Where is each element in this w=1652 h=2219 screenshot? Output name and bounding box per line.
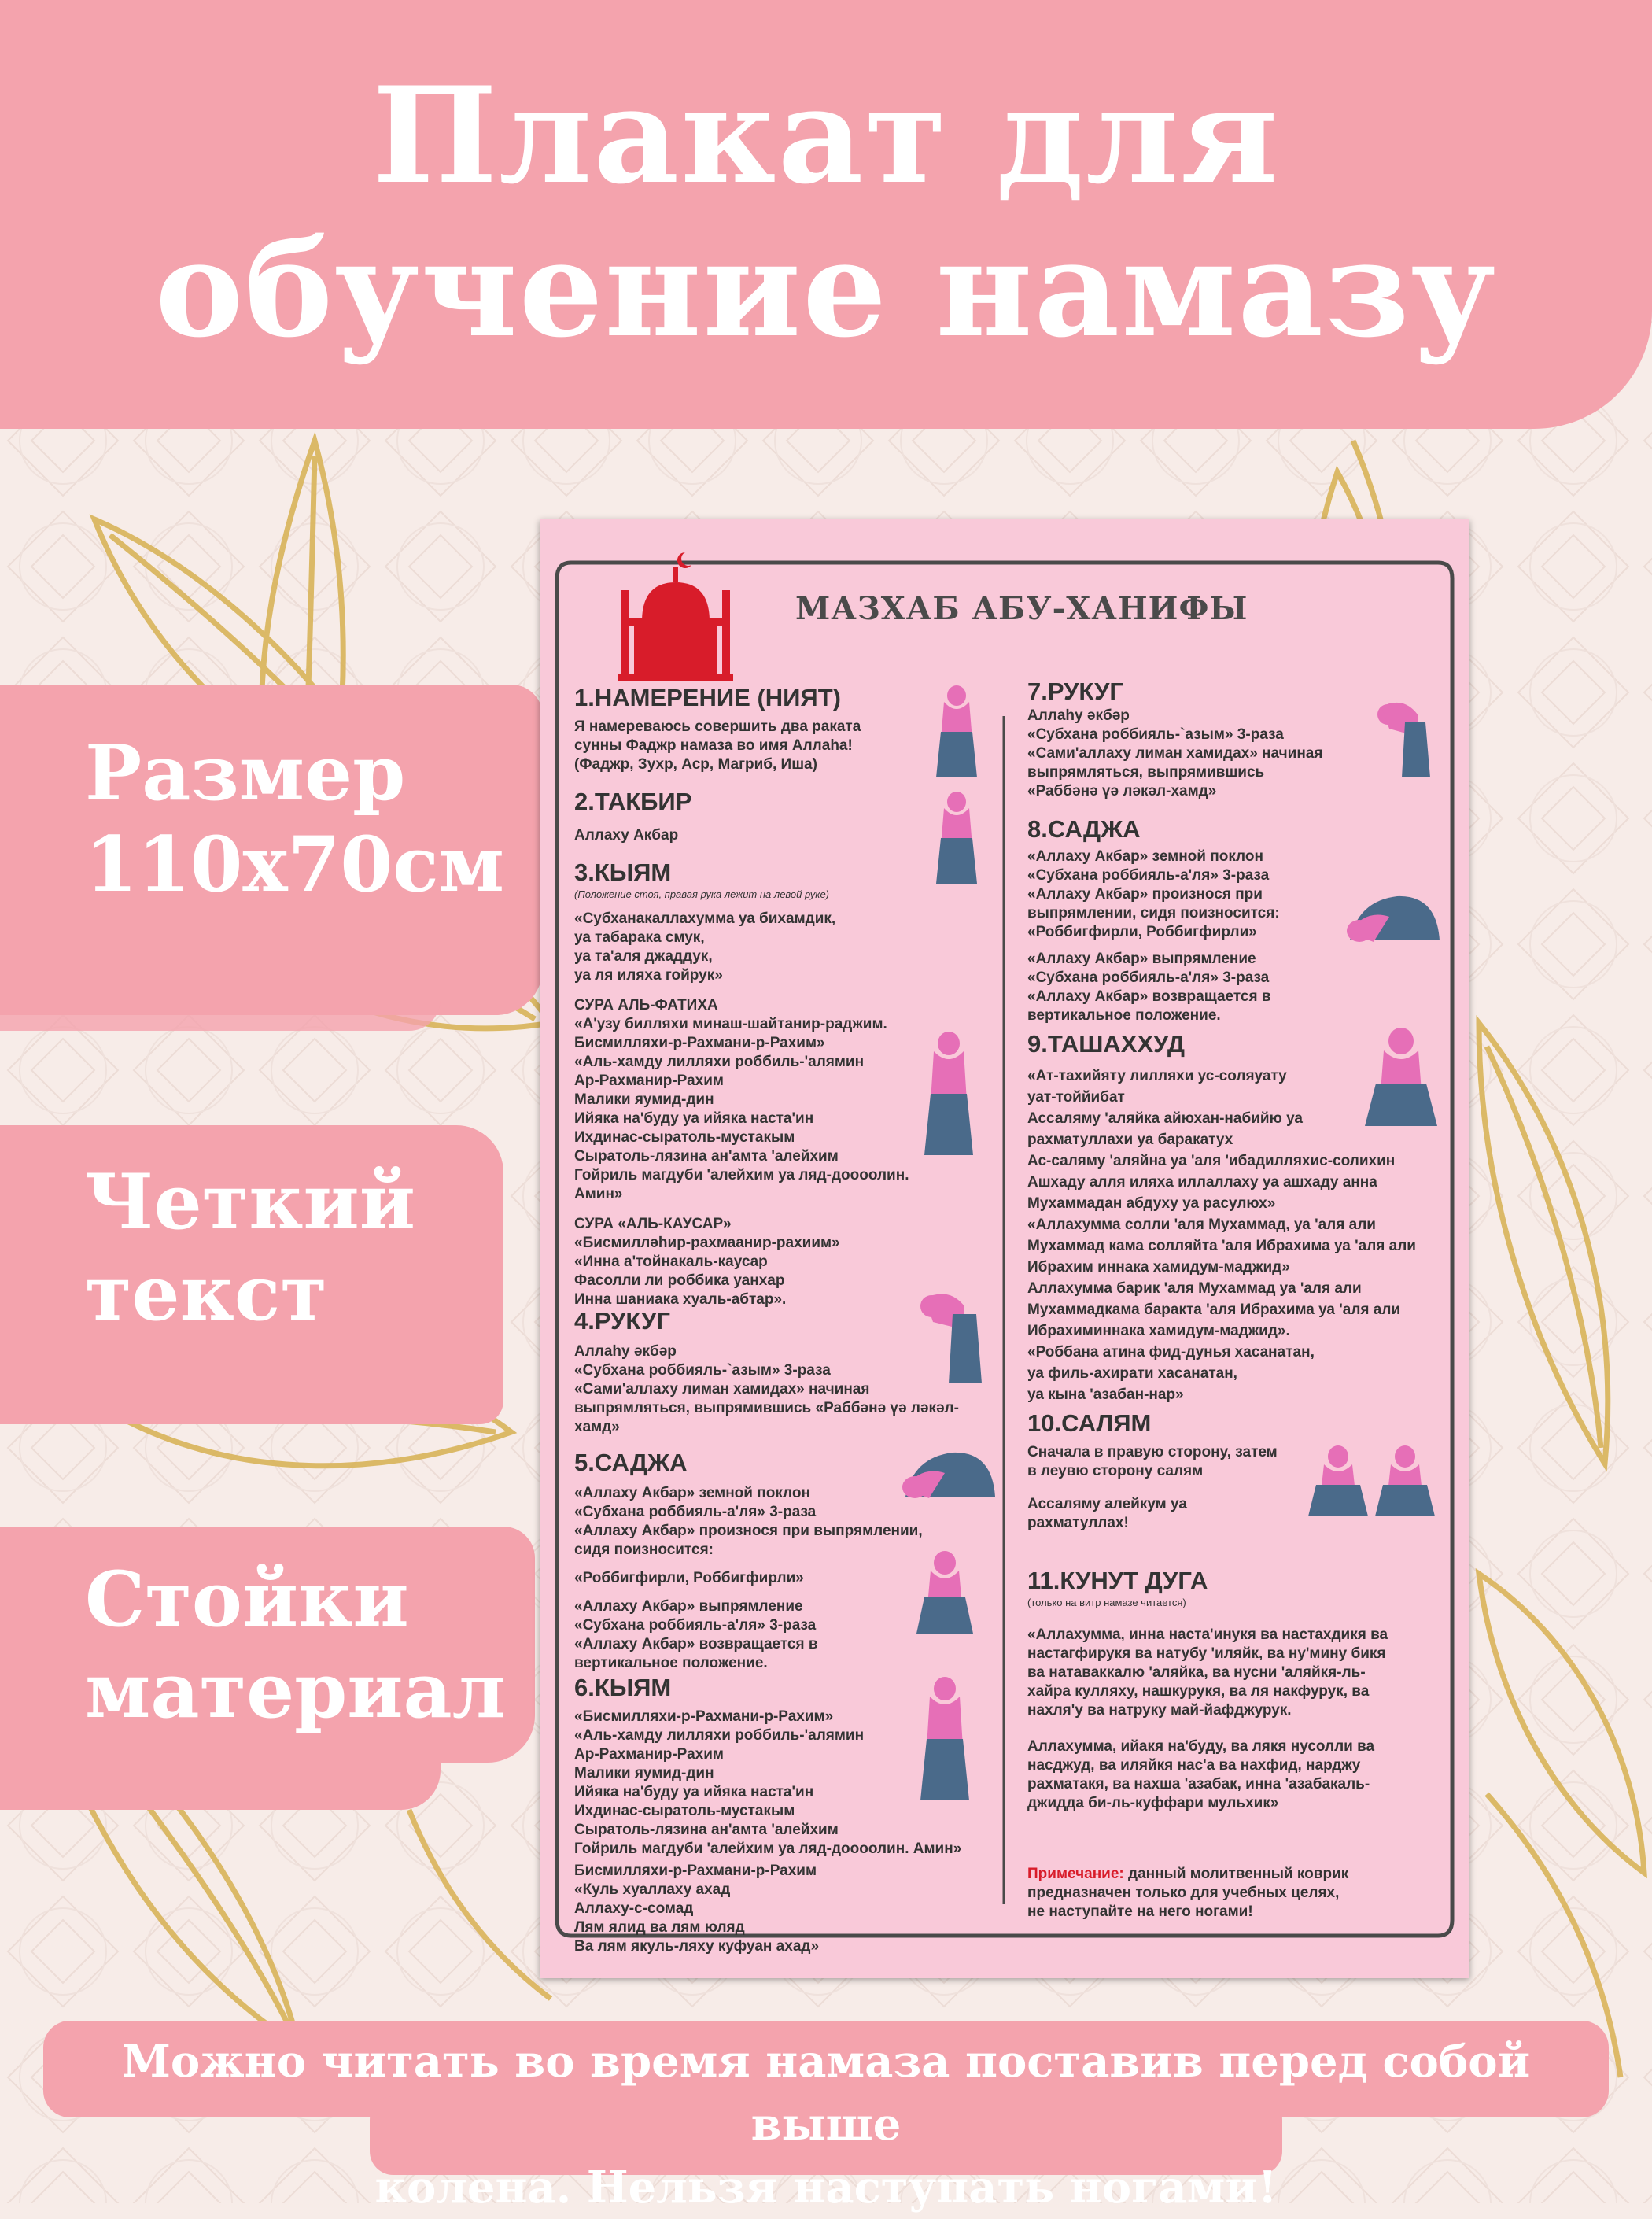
section-line: Ихдинас-сыратоль-мустакым (574, 1803, 795, 1819)
section-heading: 4.РУКУГ (574, 1307, 670, 1335)
section-line: уа кына 'азабан-нар» (1027, 1386, 1184, 1403)
page-title (0, 59, 1652, 366)
section-line: «Роббигфирли, Роббигфирли» (574, 1570, 804, 1586)
section-line: «Бисмилләһир-рахмаанир-рахиим» (574, 1235, 840, 1251)
section-line: нахля'у ва натруку май-йафджурук. (1027, 1702, 1292, 1719)
praying-figure-salam-right (1307, 1444, 1370, 1519)
section-line: Бисмилляхи-р-Рахмани-р-Рахим» (574, 1035, 825, 1051)
section-line: Сначала в правую сторону, затем (1027, 1444, 1278, 1460)
section-line: Амин» (574, 1186, 623, 1202)
section-heading: 11.КУНУТ ДУГА (1027, 1567, 1208, 1594)
section-line: Аллаһу әкбәр (1027, 707, 1130, 724)
section-line: Инна шаниака хуаль-абтар». (574, 1291, 787, 1308)
praying-figure-salam-left (1374, 1444, 1436, 1519)
feature-size (85, 728, 504, 910)
section-line: Сыратоль-лязина ан'амта 'алейхим (574, 1822, 839, 1838)
section-line: «Бисмилляхи-р-Рахмани-р-Рахим» (574, 1708, 834, 1725)
section-line: Ассаляму 'аляйка айюхан-набийю уа (1027, 1110, 1303, 1127)
section-line: хайра кулляху, нашкурукя, ва ля накфурук, ва (1027, 1683, 1370, 1700)
section-line: Малики яумид-дин (574, 1091, 714, 1108)
section-heading: 8.САДЖА (1027, 815, 1141, 843)
section-line: «Субхана роббияль-а'ля» 3-раза (574, 1617, 817, 1634)
section-line: «Аллаху Акбар» произнося при выпрямлении, (574, 1523, 923, 1539)
section-line: «Аллаху Акбар» возвращается в (574, 1636, 818, 1652)
section-line: «Субхана роббияль-а'ля» 3-раза (1027, 969, 1270, 986)
section-line: «Субхана роббияль-`азым» 3-раза (1027, 726, 1284, 743)
section-line: (Фаджр, Зухр, Аср, Магриб, Иша) (574, 756, 817, 773)
poster-note (1027, 1865, 1452, 1922)
section-line: СУРА АЛЬ-ФАТИХА (574, 997, 718, 1014)
section-line: Ийяка на'буду уа ийяка наста'ин (574, 1784, 814, 1800)
section-line: сидя поизносится: (574, 1541, 714, 1558)
title-line-1: Плакат для (372, 57, 1280, 213)
section-line: «А'узу билляхи минаш-шайтанир-раджим. (574, 1016, 887, 1032)
section-line: уа филь-ахирати хасанатан, (1027, 1365, 1237, 1382)
feature-material (85, 1554, 505, 1737)
section-heading: 3.КЫЯМ (574, 858, 672, 886)
section-line: уа табарака смук, (574, 929, 705, 946)
section-heading: 10.САЛЯМ (1027, 1409, 1152, 1437)
section-line: выпрямляться, выпрямившись «Раббәнә үә ләкәл- (574, 1400, 959, 1416)
section-line: рахматакя, ва нахша 'азабак, инна 'азабакаль- (1027, 1776, 1370, 1793)
section-line: сунны Фаджр намаза во имя Аллаhа! (574, 737, 853, 754)
section-line: «Аллаху Акбар» земной поклон (574, 1485, 810, 1501)
section-line: хамд» (574, 1419, 620, 1435)
section-line: Ар-Рахманир-Рахим (574, 1073, 724, 1089)
note-first-line (1027, 1865, 1452, 1884)
section-line: Ва лям якуль-ляху куфуан ахад» (574, 1938, 820, 1955)
footer-text (43, 2030, 1609, 2219)
section-line: Ар-Рахманир-Рахим (574, 1746, 724, 1763)
feature-size-line2: 110х70см (85, 820, 505, 909)
section-line: выпрямлении, сидя поизносится: (1027, 905, 1280, 921)
section-line: Лям ялид ва лям юляд (574, 1919, 745, 1936)
praying-figure-standing-4 (917, 1676, 972, 1802)
section-line: Ибрахим иннака хамидум-маджид» (1027, 1259, 1290, 1276)
footer-line-2: колена. Нельзя наступать ногами! (374, 2162, 1278, 2213)
section-line: вертикальное положение. (574, 1655, 768, 1671)
section-line: «Субхана роббияль-а'ля» 3-раза (574, 1504, 817, 1520)
poster-title: МАЗХАБ АБУ-ХАНИФЫ (795, 590, 1248, 627)
footer-line-1: Можно читать во время намаза поставив перед собой выше (121, 2036, 1531, 2151)
feature-clear-text-line1: Четкий (85, 1157, 415, 1246)
section-heading: 9.ТАШАХХУД (1027, 1030, 1185, 1058)
section-line: Аллахумма, ийакя на'буду, ва лякя нусолли ва (1027, 1738, 1375, 1755)
section-line: «Роббигфирли, Роббигфирли» (1027, 924, 1257, 940)
section-line: «Аллаху Акбар» произнося при (1027, 886, 1263, 903)
section-line: Сыратоль-лязина ан'амта 'алейхим (574, 1148, 839, 1165)
note-line: данный молитвенный коврик (1128, 1866, 1349, 1882)
section-line: вертикальное положение. (1027, 1007, 1221, 1024)
section-line: насджуд, ва иляйкя нас'а ва нахфид, нарджу (1027, 1757, 1361, 1774)
section-line: Аллаһу әкбәр (574, 1343, 677, 1360)
section-line: «Субхана роббияль-а'ля» 3-раза (1027, 867, 1270, 884)
section-subnote: (только на витр намазе читается) (1027, 1597, 1186, 1608)
section-line: Мухаммадан абдуху уа расулюх» (1027, 1195, 1276, 1212)
praying-figure-ruku-2 (1374, 692, 1436, 779)
section-line: СУРА «АЛЬ-КАУСАР» (574, 1216, 732, 1232)
note-line: не наступайте на него ногами! (1027, 1903, 1253, 1920)
section-heading: 1.НАМЕРЕНИЕ (НИЯТ) (574, 684, 841, 711)
feature-clear-text (85, 1157, 415, 1339)
section-line: Гойриль магдуби 'алейхим уа ляд-доооолин. (574, 1167, 909, 1183)
section-line: «Сами'аллаху лиман хамидах» начиная (574, 1381, 870, 1397)
section-line: джидда би-ль-куффари мульхик» (1027, 1795, 1279, 1811)
section-line: Ийяка на'буду уа ийяка наста'ин (574, 1110, 814, 1127)
section-heading: 7.РУКУГ (1027, 678, 1123, 705)
section-line: Аллаху Акбар (574, 827, 679, 844)
section-heading: 6.КЫЯМ (574, 1674, 672, 1701)
section-line: «Ат-тахийяту лилляхи ус-соляуату (1027, 1068, 1287, 1084)
section-line: выпрямляться, выпрямившись (1027, 764, 1265, 781)
note-line: предназначен только для учебных целях, (1027, 1885, 1340, 1901)
feature-clear-text-line2: текст (85, 1249, 327, 1338)
section-line: «Субханакаллахумма уа бихамдик, (574, 910, 836, 927)
section-line: «Аллаху Акбар» земной поклон (1027, 848, 1263, 865)
section-line: Аллаху-с-сомад (574, 1900, 694, 1917)
section-salam (1027, 1409, 1342, 1533)
title-line-2: обучение намазу (155, 211, 1497, 367)
section-line: Ибрахиминнака хамидум-маджид». (1027, 1323, 1290, 1339)
section-line: Ас-саляму 'аляйна уа 'аля 'ибадилляхис-солихин (1027, 1153, 1396, 1169)
praying-figure-sitting-1 (913, 1550, 976, 1637)
praying-figure-standing-2 (933, 791, 980, 885)
section-line: «Сами'аллаху лиман хамидах» начиная (1027, 745, 1323, 762)
section-line: Малики яумид-дин (574, 1765, 714, 1781)
section-line: Аллахумма барик 'аля Мухаммад уа 'аля али (1027, 1280, 1362, 1297)
section-line: Мухаммад кама солляйта 'аля Ибрахима уа 'аля али (1027, 1238, 1416, 1254)
praying-figure-sajda-2 (1342, 885, 1444, 948)
section-line: рахматуллахи уа баракатух (1027, 1132, 1233, 1148)
section-qunut (1027, 1566, 1452, 1813)
section-line: «Аллахумма солли 'аля Мухаммад, уа 'аля али (1027, 1217, 1376, 1233)
section-heading: 2.ТАКБИР (574, 788, 692, 815)
feature-band-1b (0, 968, 441, 1031)
section-line: «Аллаху Акбар» выпрямление (1027, 951, 1256, 967)
section-line: Ашхаду алля иляха иллаллаху уа ашхаду анна (1027, 1174, 1377, 1191)
section-line: Бисмилляхи-р-Рахмани-р-Рахим (574, 1863, 817, 1879)
praying-figure-standing-1 (933, 685, 980, 779)
section-line: «Субхана роббияль-`азым» 3-раза (574, 1362, 831, 1379)
section-line: «Раббәнә үә ләкәл-хамд» (1027, 783, 1217, 799)
section-line: «Аль-хамду лилляхи роббиль-'алямин (574, 1727, 865, 1744)
section-heading: 5.САДЖА (574, 1449, 688, 1476)
section-niyat (574, 683, 944, 774)
praying-figure-standing-3 (921, 1031, 976, 1157)
section-line: Фасолли ли роббика уанхар (574, 1272, 785, 1289)
section-line: Ихдинас-сыратоль-мустакым (574, 1129, 795, 1146)
section-line: «Аль-хамду лилляхи роббиль-'алямин (574, 1054, 865, 1070)
section-line: «Куль хуаллаху ахад (574, 1881, 731, 1898)
praying-figure-sitting-2 (1362, 1027, 1440, 1129)
section-line: «Инна а'тойнакаль-каусар (574, 1253, 768, 1270)
section-line: ва натаваккалю 'аляйка, ва нусни 'аляйкя-ль- (1027, 1664, 1366, 1681)
section-line: настагфирукя ва натубу 'иляйк, ва ну'мину бикя (1027, 1645, 1386, 1662)
praying-figure-sajda-1 (898, 1442, 1000, 1505)
section-line: Я намереваюсь совершить два раката (574, 718, 861, 735)
section-line: уа ля иляха гойрук» (574, 967, 723, 984)
section-line: уат-тоййибат (1027, 1089, 1125, 1106)
section-line: рахматуллах! (1027, 1515, 1129, 1531)
section-subnote: (Положение стоя, правая рука лежит на левой руке) (574, 888, 829, 900)
feature-material-line1: Стойки (85, 1555, 409, 1644)
section-takbir (574, 787, 944, 845)
section-line: Мухаммадкама баракта 'аля Ибрахима уа 'аля али (1027, 1301, 1401, 1318)
praying-figure-ruku-1 (917, 1283, 988, 1385)
section-line: «Роббана атина фид-дунья хасанатан, (1027, 1344, 1315, 1361)
mosque-icon (618, 552, 733, 681)
section-line: Гойриль магдуби 'алейхим уа ляд-доооолин. Амин» (574, 1841, 962, 1857)
section-line: «Аллахумма, инна наста'инукя ва настахдикя ва (1027, 1626, 1388, 1643)
feature-material-line2: материал (85, 1646, 506, 1735)
section-line: уа та'аля джаддук, (574, 948, 713, 965)
section-line: «Аллаху Акбар» возвращается в (1027, 988, 1271, 1005)
feature-size-line1: Размер (85, 729, 406, 818)
section-line: Ассаляму алейкум уа (1027, 1496, 1187, 1512)
note-label: Примечание: (1027, 1866, 1124, 1882)
prayer-poster (540, 519, 1469, 1978)
section-line: «Аллаху Акбар» выпрямление (574, 1598, 803, 1615)
section-line: в леувю сторону салям (1027, 1463, 1204, 1479)
